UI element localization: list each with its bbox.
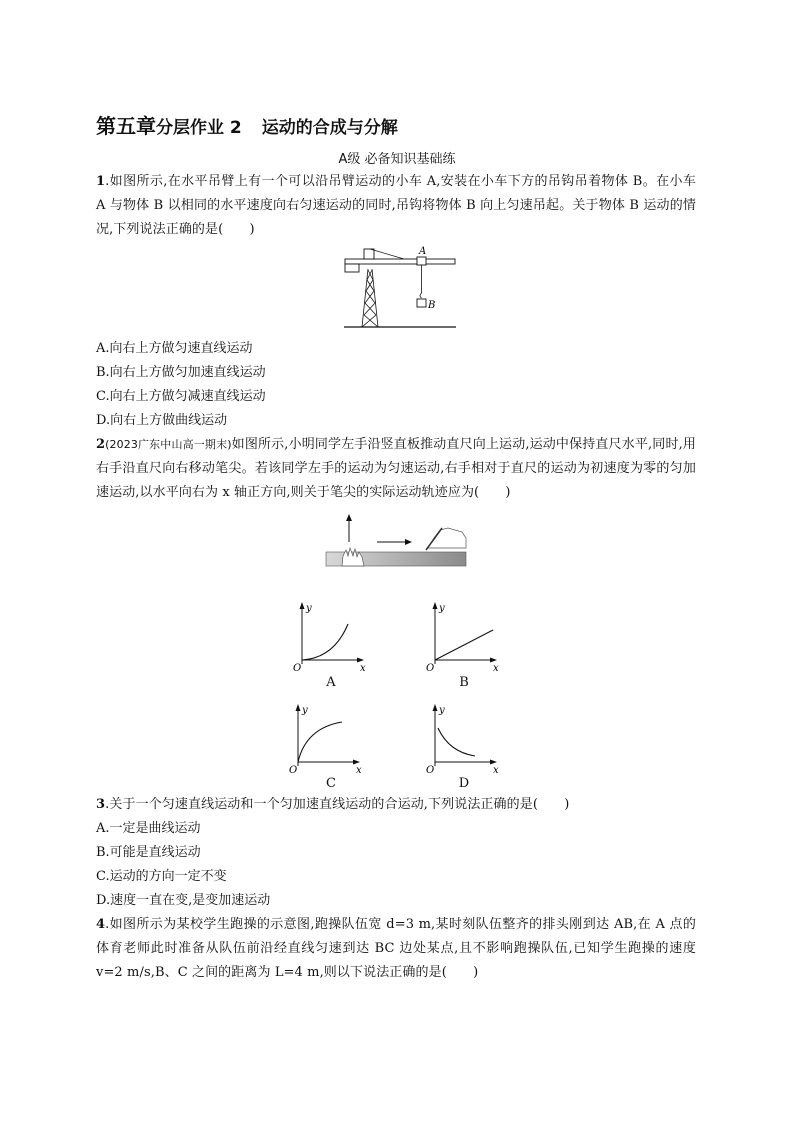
support-cable [370, 249, 404, 259]
question-3 [96, 793, 696, 817]
question-4 [96, 913, 696, 985]
right-arrow-head [405, 539, 412, 545]
trolley-a [417, 257, 426, 265]
option-c: C.向右上方做匀减速直线运动 [96, 389, 266, 404]
up-arrow-head [346, 514, 352, 521]
label-b: B [428, 300, 436, 311]
section-heading: A级 必备知识基础练 [338, 152, 456, 167]
question-number: 4 [96, 917, 106, 932]
question-2 [96, 433, 696, 505]
question-1 [96, 170, 696, 242]
origin-label: O [293, 663, 302, 672]
x-axis-arrow [490, 760, 497, 765]
left-hand-icon [342, 548, 364, 566]
option-a: A.一定是曲线运动 [96, 821, 201, 836]
right-hand-icon [428, 528, 466, 548]
x-axis-arrow [490, 658, 497, 663]
option-c: C.运动的方向一定不变 [96, 869, 227, 884]
graph-c-label: C [326, 776, 336, 791]
question-stem: .如图所示,在水平吊臂上有一个可以沿吊臂运动的小车 A,安装在小车下方的吊钩吊着物体 B。在小车 A 与物体 B 以相同的水平速度向右匀速运动的同时,吊钩将物体 B 向上匀速吊起。关于物体 B 运动的情况,下列说法正确的是( ) [96, 174, 696, 237]
x-axis-arrow [353, 760, 360, 765]
y-axis-arrow [300, 602, 305, 609]
y-label: y [439, 603, 445, 614]
worksheet-label: 分层作业 2 [156, 118, 242, 138]
trajectory-curve [438, 728, 475, 756]
x-axis-arrow [357, 658, 364, 663]
crane-figure [340, 243, 460, 331]
label-a: A [419, 246, 427, 257]
x-label: x [360, 663, 366, 672]
load-b [417, 299, 426, 307]
operator-cab [364, 249, 374, 259]
trajectory-line [435, 630, 493, 660]
chapter-label: 第五章 [96, 114, 156, 138]
question-stem: .关于一个匀速直线运动和一个匀加速直线运动的合运动,下列说法正确的是( ) [105, 797, 570, 812]
y-label: y [306, 603, 312, 614]
topic-title: 运动的合成与分解 [261, 118, 398, 138]
y-axis-arrow [433, 704, 438, 711]
graph-b [423, 600, 503, 672]
question-source: (2023广东中山高一期末) [105, 438, 232, 451]
counterweight [345, 264, 359, 272]
option-a: A.向右上方做匀速直线运动 [96, 341, 253, 356]
question-stem: 如图所示,小明同学左手沿竖直板推动直尺向上运动,运动中保持直尺水平,同时,用右手沿直尺向右移动笔尖。若该同学左手的运动为匀速运动,右手相对于直尺的运动为初速度为零的匀加速运动,以水平向右为 x 轴正方向,则关于笔尖的实际运动轨迹应为( ) [96, 437, 696, 500]
graph-d-label: D [458, 776, 470, 791]
origin-label: O [426, 765, 435, 774]
origin-label: O [289, 765, 298, 774]
graph-c [286, 702, 366, 774]
y-axis-arrow [433, 602, 438, 609]
trajectory-curve [298, 722, 342, 762]
hook-icon [420, 293, 422, 298]
question-number: 2 [96, 437, 106, 452]
question-number: 3 [96, 797, 106, 812]
y-label: y [439, 705, 445, 716]
origin-label: O [426, 663, 435, 672]
x-label: x [493, 663, 499, 672]
tower-lattice [362, 269, 378, 327]
option-d: D.速度一直在变,是变加速运动 [96, 893, 271, 908]
option-d: D.向右上方做曲线运动 [96, 413, 228, 428]
graph-b-label: B [459, 675, 469, 690]
trajectory-curve [302, 624, 348, 660]
crane-boom [345, 259, 455, 264]
question-number: 1 [96, 174, 106, 189]
x-label: x [493, 765, 499, 774]
y-label: y [302, 705, 308, 716]
y-axis-arrow [296, 704, 301, 711]
graph-d [423, 702, 503, 774]
option-b: B.向右上方做匀加速直线运动 [96, 365, 266, 380]
option-b: B.可能是直线运动 [96, 845, 201, 860]
x-label: x [356, 765, 362, 774]
question-stem: .如图所示为某校学生跑操的示意图,跑操队伍宽 d=3 m,某时刻队伍整齐的排头刚到达 AB,在 A 点的体育老师此时准备从队伍前沿经直线匀速到达 BC 边处某点,且不影响跑操队伍,已知学生跑操的速度 v=2 m/s,B、C 之间的距离为 L=4 m,则以下说法正确的是( ) [96, 917, 696, 980]
page-title [96, 110, 398, 139]
ruler-figure [322, 512, 470, 570]
graph-a-label: A [326, 675, 336, 690]
graph-a [290, 600, 370, 672]
